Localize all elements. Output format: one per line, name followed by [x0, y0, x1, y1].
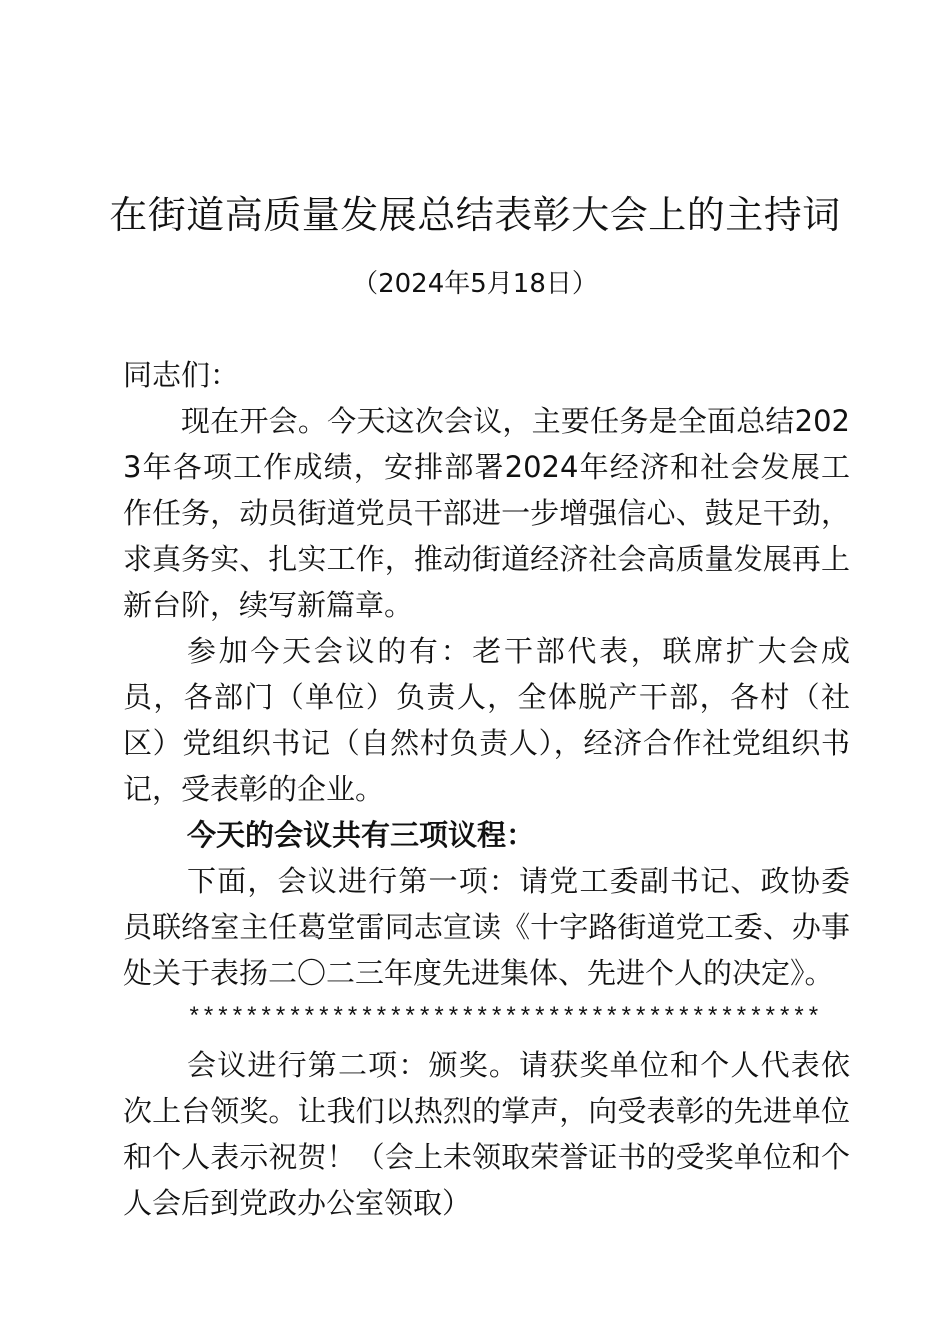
salutation: 同志们： [123, 358, 240, 392]
document-body [123, 352, 850, 1226]
document-date: （2024年5月18日） [352, 269, 598, 299]
agenda-heading: 今天的会议共有三项议程： [187, 818, 536, 852]
paragraph-opening: 现在开会。今天这次会议，主要任务是全面总结2023年各项工作成绩，安排部署2024年经济和社会发展工作任务，动员街道党员干部进一步增强信心、鼓足干劲，求真务实、扎实工作，推动街道经济社会高质量发展再上新台阶，续写新篇章。 [123, 404, 850, 622]
document-title: 在街道高质量发展总结表彰大会上的主持词 [109, 193, 841, 237]
paragraph-agenda-item-2: 会议进行第二项：颁奖。请获奖单位和个人代表依次上台领奖。让我们以热烈的掌声，向受表彰的先进单位和个人表示祝贺！（会上未领取荣誉证书的受奖单位和个人会后到党政办公室领取） [123, 1048, 850, 1220]
separator-stars: ******************************************** [187, 1005, 821, 1032]
paragraph-agenda-item-1: 下面，会议进行第一项：请党工委副书记、政协委员联络室主任葛堂雷同志宣读《十字路街道党工委、办事处关于表扬二〇二三年度先进集体、先进个人的决定》。 [123, 864, 850, 990]
paragraph-attendees: 参加今天会议的有：老干部代表，联席扩大会成员，各部门（单位）负责人，全体脱产干部，各村（社区）党组织书记（自然村负责人），经济合作社党组织书记，受表彰的企业。 [123, 634, 850, 806]
